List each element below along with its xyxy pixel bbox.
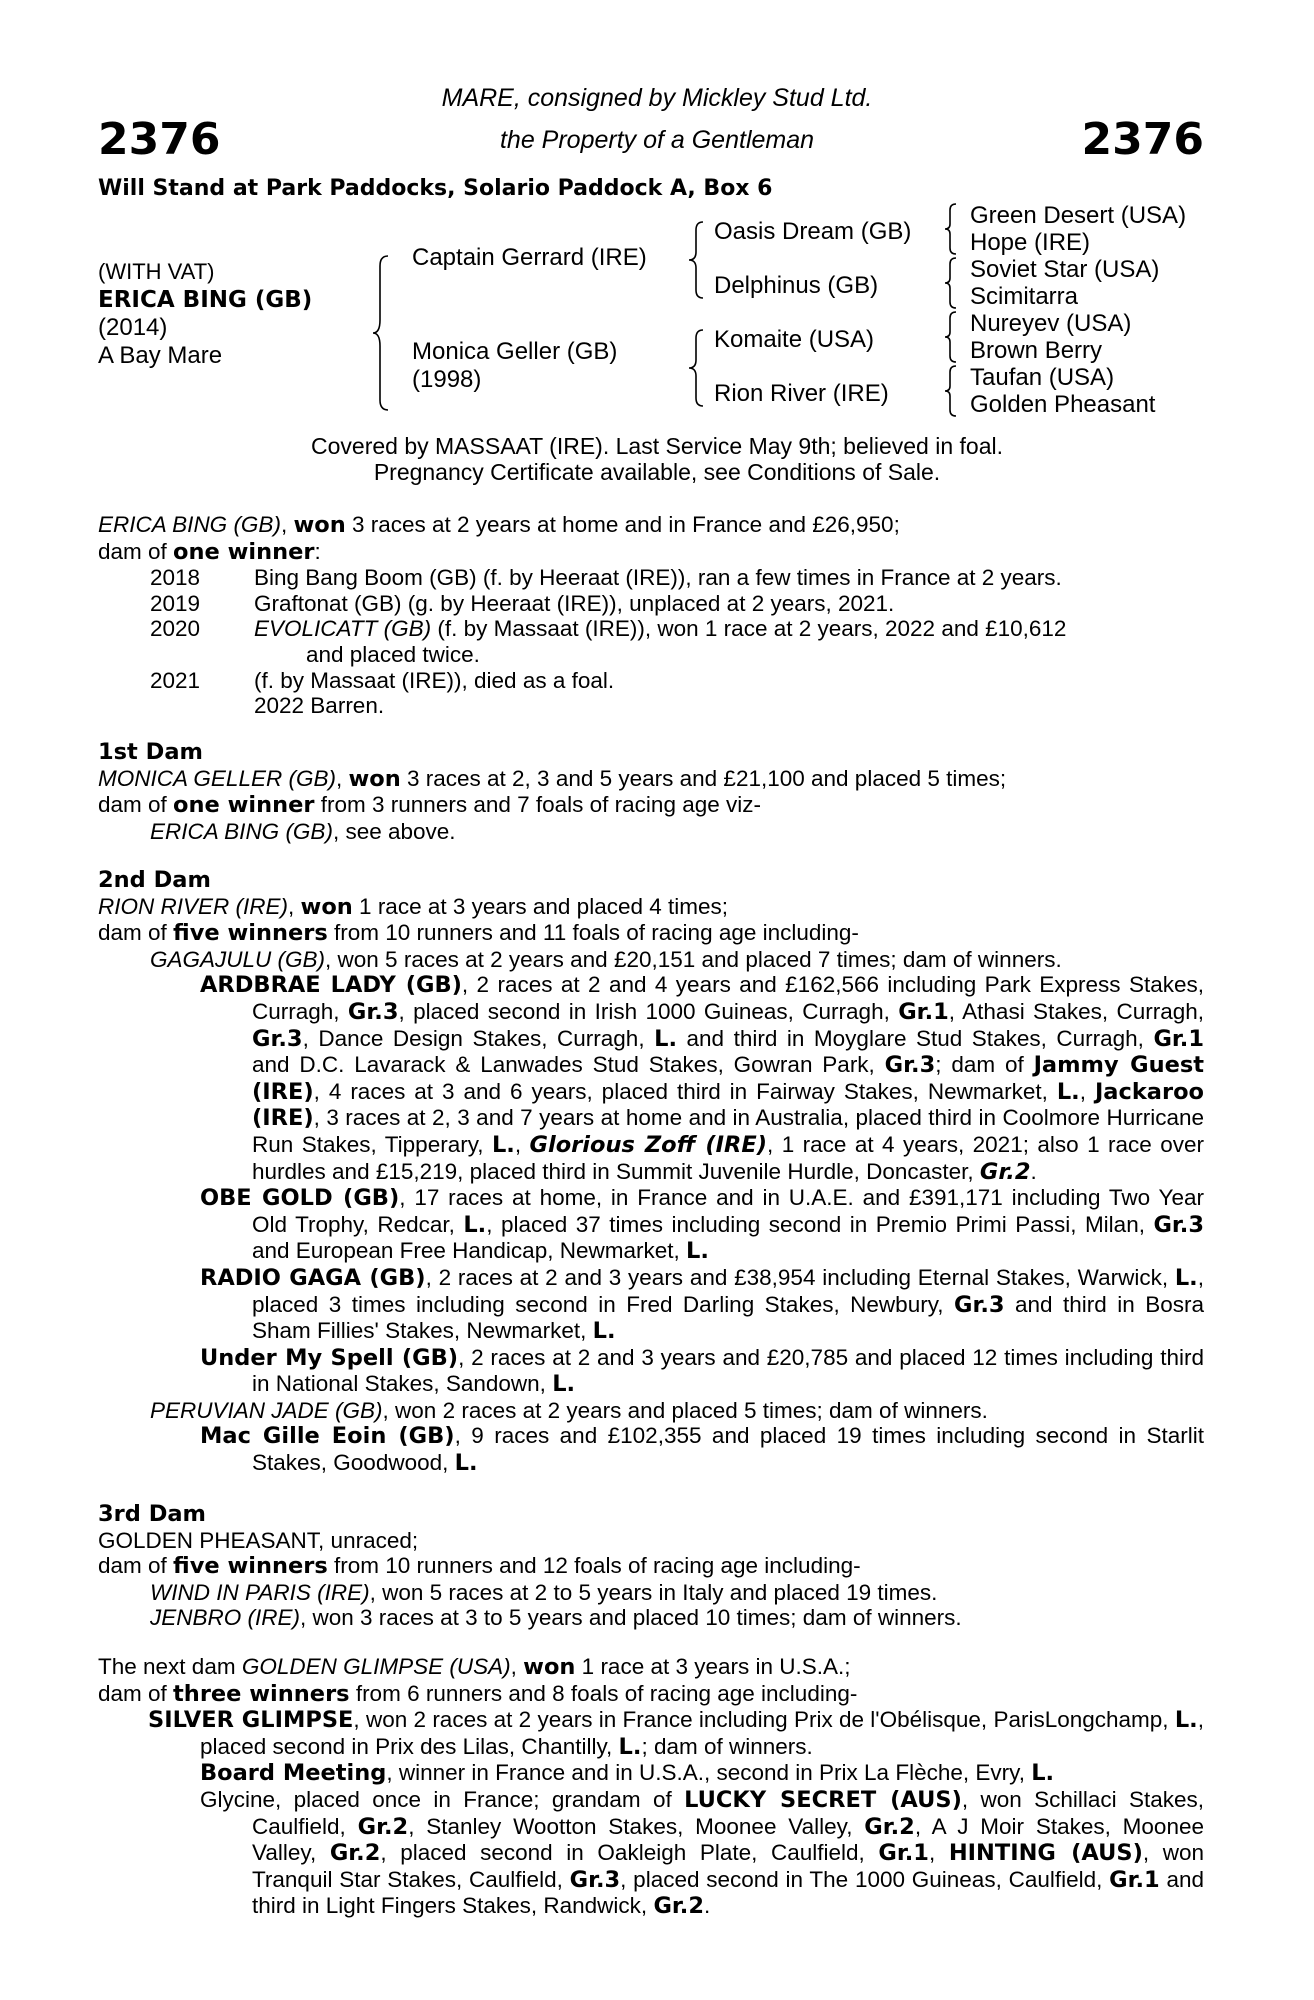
- ggp-6: Brown Berry: [970, 337, 1103, 364]
- t: , placed 37 times including second in Premio Primi Passi, Milan,: [486, 1211, 1154, 1237]
- t: ; dam of: [935, 1052, 1034, 1078]
- listed: L.: [1174, 1264, 1198, 1291]
- sire-sire: Oasis Dream (GB): [714, 218, 912, 245]
- t: ,: [514, 1131, 530, 1157]
- t: .: [1030, 1158, 1037, 1184]
- dam-of-tail: from 10 runners and 11 foals of racing age including-: [327, 920, 859, 946]
- grade: Gr.1: [1109, 1866, 1160, 1893]
- sire: Captain Gerrard (IRE): [412, 244, 647, 271]
- property-line: the Property of a Gentleman: [499, 126, 815, 154]
- silver-glimpse-entry: [98, 1707, 1204, 1760]
- horse-name: ERICA BING (GB): [98, 287, 313, 313]
- consignor-line: MARE, consigned by Mickley Stud Ltd.: [441, 84, 873, 112]
- grade: Gr.2: [979, 1158, 1031, 1185]
- ggp-1: Green Desert (USA): [970, 202, 1187, 229]
- listed: L.: [685, 1238, 709, 1265]
- t: , Stanley Wootton Stakes, Moonee Valley,: [408, 1813, 865, 1839]
- ggp-7: Taufan (USA): [970, 364, 1115, 391]
- produce-row: [150, 668, 1204, 694]
- listed: L.: [454, 1450, 478, 1477]
- covered-line-2: Pregnancy Certificate available, see Conditions of Sale.: [373, 459, 941, 485]
- listed: L.: [1056, 1078, 1080, 1105]
- t: ,: [1079, 1078, 1095, 1104]
- jammy-guest-name: Jammy Guest (IRE): [252, 1052, 1204, 1105]
- t: , 2 races at 2 and 3 years and £20,785 and placed 12 times including third in National Stakes, Sandown,: [252, 1344, 1204, 1397]
- horse-description: A Bay Mare: [98, 342, 223, 369]
- produce-year: 2020: [150, 616, 201, 642]
- t: , won 2 races at 2 years in France including Prix de l'Obélisque, ParisLongchamp,: [353, 1707, 1175, 1733]
- dam-of-label: dam of: [98, 538, 174, 564]
- radio-gaga-entry: [98, 1265, 1204, 1345]
- next-dam-record: 1 race at 3 years in U.S.A.;: [575, 1654, 851, 1679]
- mac-gille-eoin-name: Mac Gille Eoin (GB): [200, 1423, 455, 1450]
- pedigree-brace-3d: [944, 364, 958, 418]
- winner-count: three winners: [173, 1680, 350, 1707]
- pedigree-brace-2a: [688, 220, 706, 300]
- t: , 3 races at 2, 3 and 7 years at home and in Australia, placed third in Coolmore Hurricane Run Stakes, Tipperary,: [252, 1105, 1204, 1157]
- grade: Gr.3: [347, 998, 399, 1025]
- t: , placed second in Irish 1000 Guineas, Curragh,: [398, 998, 899, 1024]
- grade: Gr.2: [329, 1840, 381, 1867]
- won-label: won: [293, 512, 346, 538]
- second-dam-name: RION RIVER (IRE): [98, 893, 289, 919]
- dam-of-tail: :: [314, 538, 321, 564]
- grade: Gr.3: [884, 1052, 936, 1079]
- t: and third in Bosra Sham Fillies' Stakes, Newmarket,: [252, 1291, 1205, 1344]
- horse-year: (2014): [98, 314, 168, 341]
- dam-of-label: dam of: [98, 1553, 174, 1579]
- jenbro-text: , won 3 races at 3 to 5 years and placed 10 times; dam of winners.: [300, 1605, 962, 1631]
- dam-of-tail: from 10 runners and 12 foals of racing age including-: [327, 1553, 861, 1579]
- listed: L.: [1174, 1707, 1198, 1734]
- listed: L.: [618, 1733, 642, 1760]
- next-dam-name: GOLDEN GLIMPSE (USA): [241, 1654, 511, 1679]
- listed: L.: [654, 1025, 677, 1052]
- t: ,: [510, 1654, 524, 1679]
- winner-count: five winners: [173, 920, 328, 947]
- covered-line-1: Covered by MASSAAT (IRE). Last Service May 9th; believed in foal.: [311, 433, 1003, 459]
- ggp-5: Nureyev (USA): [970, 310, 1132, 337]
- pedigree-brace-3c: [944, 310, 958, 364]
- produce-text: Bing Bang Boom (GB) (f. by Heeraat (IRE)), ran a few times in France at 2 years.: [254, 565, 1062, 591]
- mac-gille-eoin-entry: [98, 1423, 1204, 1476]
- dam-dam: Rion River (IRE): [714, 380, 889, 407]
- dam-year: (1998): [412, 366, 482, 393]
- t: , Dance Design Stakes, Curragh,: [302, 1025, 655, 1051]
- ardbrae-entry: [98, 972, 1204, 1185]
- t: , 2 races at 2 and 4 years and £162,566 including Park Express Stakes, Curragh,: [252, 972, 1204, 1024]
- t: , 9 races and £102,355 and placed 19 times including second in Starlit Stakes, Goodwood,: [252, 1423, 1204, 1476]
- listed: L.: [491, 1131, 515, 1158]
- t: ,: [928, 1840, 949, 1866]
- second-dam-title: 2nd Dam: [98, 867, 211, 893]
- t: , 17 races at home, in France and in U.A.E. and £391,171 including Two Year Old Trophy, Redcar,: [252, 1185, 1205, 1237]
- dam-of-label: dam of: [98, 1680, 174, 1706]
- grade: Gr.1: [898, 998, 949, 1025]
- first-dam-child-text: , see above.: [332, 818, 456, 844]
- t: Glycine, placed once in France; grandam of: [200, 1786, 685, 1812]
- lot-number-left: 2376: [98, 114, 221, 165]
- t: , Athasi Stakes, Curragh,: [948, 998, 1205, 1024]
- dam-of-label: dam of: [98, 792, 174, 818]
- t: , placed second in Oakleigh Plate, Caulfield,: [380, 1840, 879, 1866]
- pedigree-brace-2b: [688, 328, 706, 408]
- dam-of-label: dam of: [98, 920, 174, 946]
- third-dam-section: [98, 1502, 1204, 1631]
- produce-year: 2019: [150, 590, 201, 616]
- produce-row: [150, 591, 1204, 617]
- t: and third in Light Fingers Stakes, Randwick,: [252, 1866, 1205, 1919]
- grade: Gr.3: [954, 1291, 1005, 1318]
- t: and third in Moyglare Stud Stakes, Curragh,: [677, 1025, 1154, 1051]
- lot-number-right: 2376: [1081, 114, 1204, 165]
- board-meeting-entry: [98, 1760, 1204, 1787]
- first-dam-record: 3 races at 2, 3 and 5 years and £21,100 and placed 5 times;: [400, 765, 1007, 791]
- lucky-secret-name: LUCKY SECRET (AUS): [684, 1786, 962, 1813]
- ggp-3: Soviet Star (USA): [970, 256, 1160, 283]
- first-dam-title: 1st Dam: [98, 739, 203, 765]
- produce-list: [98, 565, 1204, 719]
- first-dam-section: 1st Dam MONICA GELLER (GB), won 3 races at 2, 3 and 5 years and £21,100 and placed 5 times; dam of one winner from 3 runners and 7 foals of racing age viz- ERICA BING (GB), see above.: [98, 740, 1204, 844]
- ggp-2: Hope (IRE): [970, 229, 1091, 256]
- t: , won Schillaci Stakes, Caulfield,: [252, 1786, 1204, 1839]
- barren-note: 2022 Barren.: [254, 693, 385, 719]
- first-dam-child: ERICA BING (GB): [150, 818, 333, 844]
- peruvian-jade-name: PERUVIAN JADE (GB): [150, 1397, 383, 1423]
- mare-race-record: 3 races at 2 years at home and in France and £26,950;: [345, 512, 900, 537]
- peruvian-jade-text: , won 2 races at 2 years and placed 5 times; dam of winners.: [382, 1397, 988, 1423]
- silver-glimpse-name: SILVER GLIMPSE: [148, 1707, 354, 1734]
- dam: Monica Geller (GB): [412, 338, 618, 365]
- next-dam-label: The next dam: [98, 1654, 242, 1679]
- radio-gaga-name: RADIO GAGA (GB): [200, 1264, 426, 1291]
- under-my-spell-entry: [98, 1345, 1204, 1398]
- produce-name: EVOLICATT (GB): [254, 616, 432, 642]
- mare-record: ERICA BING (GB), won 3 races at 2 years at home and in France and £26,950; dam of one winner: 2018 Bing Bang Boom (GB) (f. by Heeraat (IRE)), ran a few times in France at 2 years. 2019 Graftonat (GB) (g. by Heeraat (IRE)), unplaced at 2 years, 2021. 2020 EVOLICATT (GB) (f. by Massaat (IRE)), won 1 race at 2 years, 2022 and £10,612 and placed twice. 2021 (f. by Massaat (IRE)), died as a foal. 2022 Barren.: [98, 512, 1204, 719]
- produce-text: (f. by Massaat (IRE)), won 1 race at 2 years, 2022 and £10,612: [431, 616, 1067, 642]
- grade: Gr.2: [357, 1813, 409, 1840]
- first-dam-name: MONICA GELLER (GB): [98, 765, 336, 791]
- t: , 4 races at 3 and 6 years, placed third in Fairway Stakes, Newmarket,: [313, 1078, 1057, 1104]
- jackaroo-name: Jackaroo (IRE): [252, 1078, 1204, 1132]
- produce-row: [150, 616, 1204, 642]
- third-dam-title: 3rd Dam: [98, 1501, 206, 1527]
- winner-count: one winner: [173, 792, 315, 819]
- t: and D.C. Lavarack & Lanwades Stud Stakes, Gowran Park,: [252, 1052, 885, 1078]
- obe-gold-name: OBE GOLD (GB): [200, 1185, 400, 1212]
- grade: Gr.1: [1153, 1025, 1204, 1052]
- t: , A J Moir Stakes, Moonee Valley,: [252, 1813, 1204, 1866]
- hinting-name: HINTING (AUS): [948, 1840, 1143, 1867]
- t: .: [704, 1893, 711, 1919]
- t: , won Tranquil Star Stakes, Caulfield,: [252, 1840, 1204, 1892]
- listed: L.: [592, 1318, 616, 1345]
- dam-sire: Komaite (USA): [714, 326, 875, 353]
- produce-text: Graftonat (GB) (g. by Heeraat (IRE)), unplaced at 2 years, 2021.: [254, 590, 895, 616]
- glycine-entry: [98, 1787, 1204, 1920]
- t: , placed 3 times including second in Fred Darling Stakes, Newbury,: [252, 1264, 1204, 1317]
- produce-year: 2021: [150, 667, 201, 693]
- under-my-spell-name: Under My Spell (GB): [200, 1344, 459, 1371]
- t: , 1 race at 4 years, 2021; also 1 race over hurdles and £15,219, placed third in Summit Juvenile Hurdle, Doncaster,: [252, 1131, 1204, 1184]
- t: , winner in France and in U.S.A., second in Prix La Flèche, Evry,: [386, 1760, 1032, 1786]
- pedigree-brace-1: [372, 254, 392, 412]
- grade: Gr.2: [864, 1813, 915, 1840]
- grade: Gr.3: [252, 1025, 303, 1052]
- next-dam-section: [98, 1654, 1204, 1920]
- stand-location: Will Stand at Park Paddocks, Solario Paddock A, Box 6: [98, 176, 773, 201]
- listed: L.: [1031, 1760, 1055, 1787]
- pedigree-brace-3a: [944, 202, 958, 256]
- t: , placed second in The 1000 Guineas, Caulfield,: [620, 1866, 1110, 1892]
- dam-of-tail: from 3 runners and 7 foals of racing age viz-: [314, 792, 761, 818]
- second-dam-record: 1 race at 3 years and placed 4 times;: [352, 893, 729, 919]
- dam-of-tail: from 6 runners and 8 foals of racing age including-: [349, 1680, 858, 1706]
- wind-in-paris-text: , won 5 races at 2 to 5 years in Italy and placed 19 times.: [369, 1579, 938, 1605]
- t: and European Free Handicap, Newmarket,: [252, 1238, 686, 1264]
- grade: Gr.3: [569, 1866, 621, 1893]
- winner-count: one winner: [173, 538, 315, 565]
- ggp-4: Scimitarra: [970, 283, 1079, 310]
- produce-continuation: and placed twice.: [306, 641, 480, 667]
- wind-in-paris-name: WIND IN PARIS (IRE): [150, 1579, 370, 1605]
- produce-row: [150, 565, 1204, 591]
- glorious-zoff-name: Glorious Zoff (IRE): [529, 1131, 768, 1158]
- t: , placed second in Prix des Lilas, Chantilly,: [200, 1707, 1204, 1759]
- board-meeting-name: Board Meeting: [200, 1760, 387, 1787]
- obe-gold-entry: [98, 1185, 1204, 1265]
- third-dam-name: GOLDEN PHEASANT, unraced;: [98, 1527, 419, 1553]
- listed: L.: [552, 1371, 576, 1398]
- sire-dam: Delphinus (GB): [714, 272, 879, 299]
- grade: Gr.2: [653, 1893, 704, 1920]
- second-dam-section: 2nd Dam RION RIVER (IRE), won 1 race at 3 years and placed 4 times; dam of five winners from 10 runners and 11 foals of racing age including- GAGAJULU (GB), won 5 races at 2 years and £20,151 and placed 7 times; dam of winners. ARDBRAE LADY (GB), 2 races at 2 and 4 years and £162,566 including Park Express Stakes, Curragh, Gr.3, placed second in Irish 1000 Guineas, Curragh, Gr.1, Athasi Stakes, Curragh, Gr.3, Dance Design Stakes, Curragh, L. and third in Moyglare Stud Stakes, Curragh, Gr.1 and D.C. Lavarack & Lanwades Stud Stakes, Gowran Park, Gr.3; dam of Jammy Guest (IRE), 4 races at 3 and 6 years, placed third in Fairway Stakes, Newmarket, L., Jackaroo (IRE), 3 races at 2, 3 and 7 years at home and in Australia, placed third in Coolmore Hurricane Run Stakes, Tipperary, L., Glorious Zoff (IRE), 1 race at 4 years, 2021; also 1 race over hurdles and £15,219, placed third in Summit Juvenile Hurdle, Doncaster, Gr.2. OBE GOLD (GB), 17 races at home, in France and in U.A.E. and £391,171 including Two Year Old Trophy, Redcar, L., placed 37 times including second in Premio Primi Passi, Milan, Gr.3 and European Free Handicap, Newmarket, L. RADIO GAGA (GB), 2 races at 2 and 3 years and £38,954 including Eternal Stakes, Warwick, L., placed 3 times including second in Fred Darling Stakes, Newbury, Gr.3 and third in Bosra Sham Fillies' Stakes, Newmarket, L. Under My Spell (GB), 2 races at 2 and 3 years and £20,785 and placed 12 times including third in National Stakes, Sandown, L. PERUVIAN JADE (GB), won 2 races at 2 years and placed 5 times; dam of winners. Mac Gille Eoin (GB), 9 races and £102,355 and placed 19 times including second in Starlit Stakes, Goodwood, L.: [98, 867, 1205, 1477]
- t: ; dam of winners.: [641, 1733, 813, 1759]
- won-label: won: [348, 765, 401, 792]
- listed: L.: [463, 1211, 487, 1238]
- pedigree-brace-3b: [944, 256, 958, 310]
- gagajulu-text: , won 5 races at 2 years and £20,151 and placed 7 times; dam of winners.: [325, 946, 1062, 972]
- t: , 2 races at 2 and 3 years and £38,954 including Eternal Stakes, Warwick,: [425, 1264, 1175, 1290]
- pedigree-ggp-list: [970, 202, 1186, 418]
- grade: Gr.1: [878, 1840, 929, 1867]
- jenbro-name: JENBRO (IRE): [150, 1605, 301, 1631]
- mare-name: ERICA BING (GB): [98, 512, 281, 537]
- vat-note: (WITH VAT): [98, 259, 215, 284]
- produce-year: 2018: [150, 565, 201, 591]
- won-label: won: [523, 1654, 576, 1680]
- horse-info: [98, 258, 312, 370]
- winner-count: five winners: [173, 1553, 328, 1580]
- gagajulu-name: GAGAJULU (GB): [150, 946, 326, 972]
- won-label: won: [300, 893, 353, 920]
- produce-text: (f. by Massaat (IRE)), died as a foal.: [254, 667, 615, 693]
- ardbrae-name: ARDBRAE LADY (GB): [200, 972, 462, 999]
- ggp-8: Golden Pheasant: [970, 391, 1156, 418]
- grade: Gr.3: [1153, 1211, 1204, 1238]
